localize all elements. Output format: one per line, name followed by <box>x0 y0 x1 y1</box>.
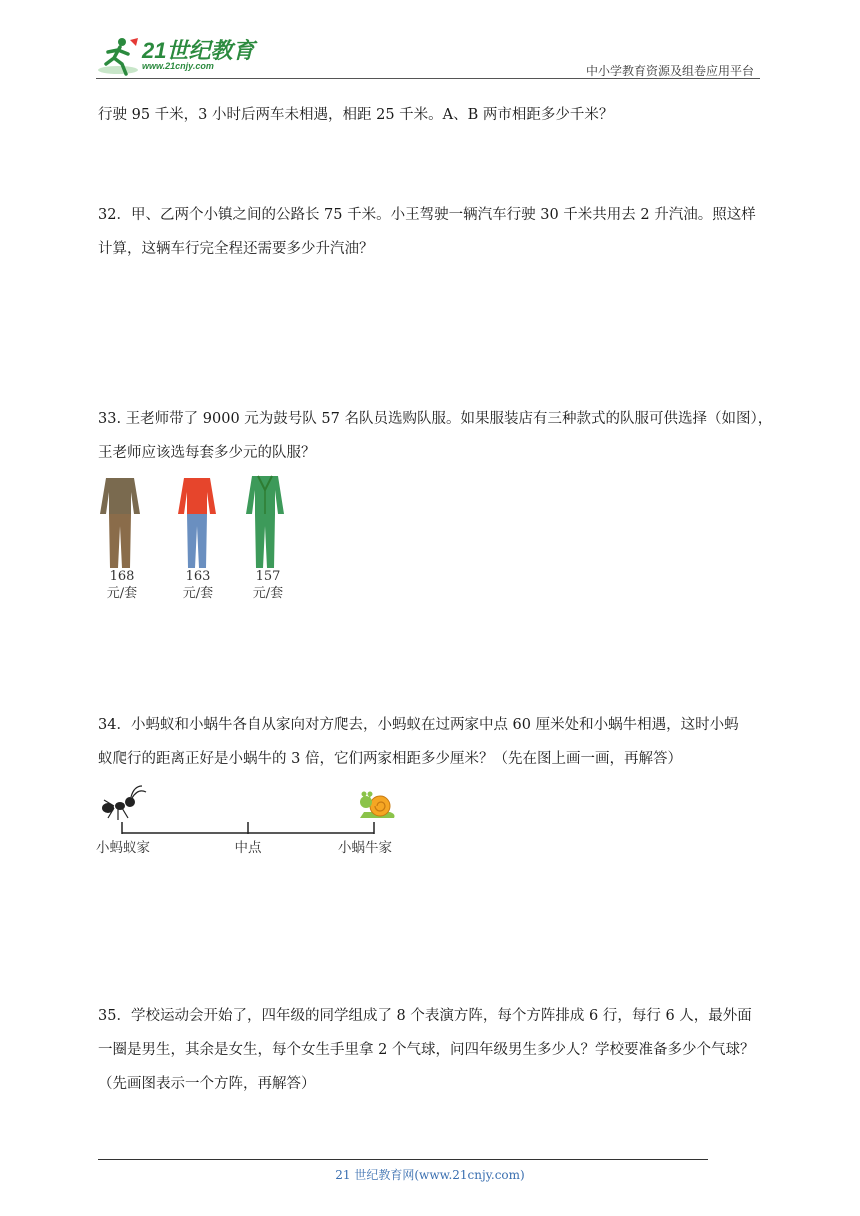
logo-url: www.21cnjy.com <box>142 61 214 71</box>
page-header <box>96 30 756 80</box>
platform-name: 中小学教育资源及组卷应用平台 <box>585 64 754 78</box>
midpoint-label: 中点 <box>234 840 262 856</box>
question-33: 33. 王老师带了 9000 元为鼓号队 57 名队员选购队服。如果服装店有三种款式的队服可供选择（如图）， 王老师应该选每套多少元的队服？ <box>98 411 773 461</box>
outfit-red-icon <box>176 474 218 570</box>
ant-home-label: 小蚂蚁家 <box>96 840 150 856</box>
logo-title: 21世纪教育 <box>142 38 255 63</box>
question-32: 32．甲、乙两个小镇之间的公路长 75 千米。小王驾驶一辆汽车行驶 30 千米共用去 2 升汽油。照这样 计算，这辆车行完全程还需要多少升汽油？ <box>98 207 756 257</box>
outfit-brown-icon <box>98 474 142 570</box>
question-35: 35．学校运动会开始了，四年级的同学组成了 8 个表演方阵，每个方阵排成 6 行，每行 6 人，最外面 一圈是男生，其余是女生，每个女生手里拿 2 个气球，问四年级男生多少人？学校要准备多少个气球？ （先画图表示一个方阵，再解答） <box>98 1008 755 1092</box>
outfit-green-tracksuit-icon <box>244 470 286 570</box>
outfit-2-price: 163 元/套 <box>182 569 214 601</box>
ant-icon <box>102 786 146 820</box>
question-31-tail: 行驶 95 千米，3 小时后两车未相遇，相距 25 千米。A、B 两市相距多少千米？ <box>98 107 614 123</box>
runner-logo-icon <box>96 34 140 78</box>
snail-home-label: 小蜗牛家 <box>338 840 392 856</box>
ant-snail-diagram <box>98 780 398 840</box>
page-footer: 21 世纪教育网(www.21cnjy.com) <box>335 1168 525 1182</box>
outfit-1-price: 168 元/套 <box>106 569 138 601</box>
footer-divider <box>98 1159 708 1160</box>
header-divider <box>96 78 760 79</box>
outfit-3-price: 157 元/套 <box>252 569 284 601</box>
snail-icon <box>360 792 395 819</box>
question-34: 34．小蚂蚁和小蜗牛各自从家向对方爬去，小蚂蚁在过两家中点 60 厘米处和小蜗牛相遇，这时小蚂 蚁爬行的距离正好是小蜗牛的 3 倍，它们两家相距多少厘米？（先在图上画一画，再解答） <box>98 717 739 767</box>
